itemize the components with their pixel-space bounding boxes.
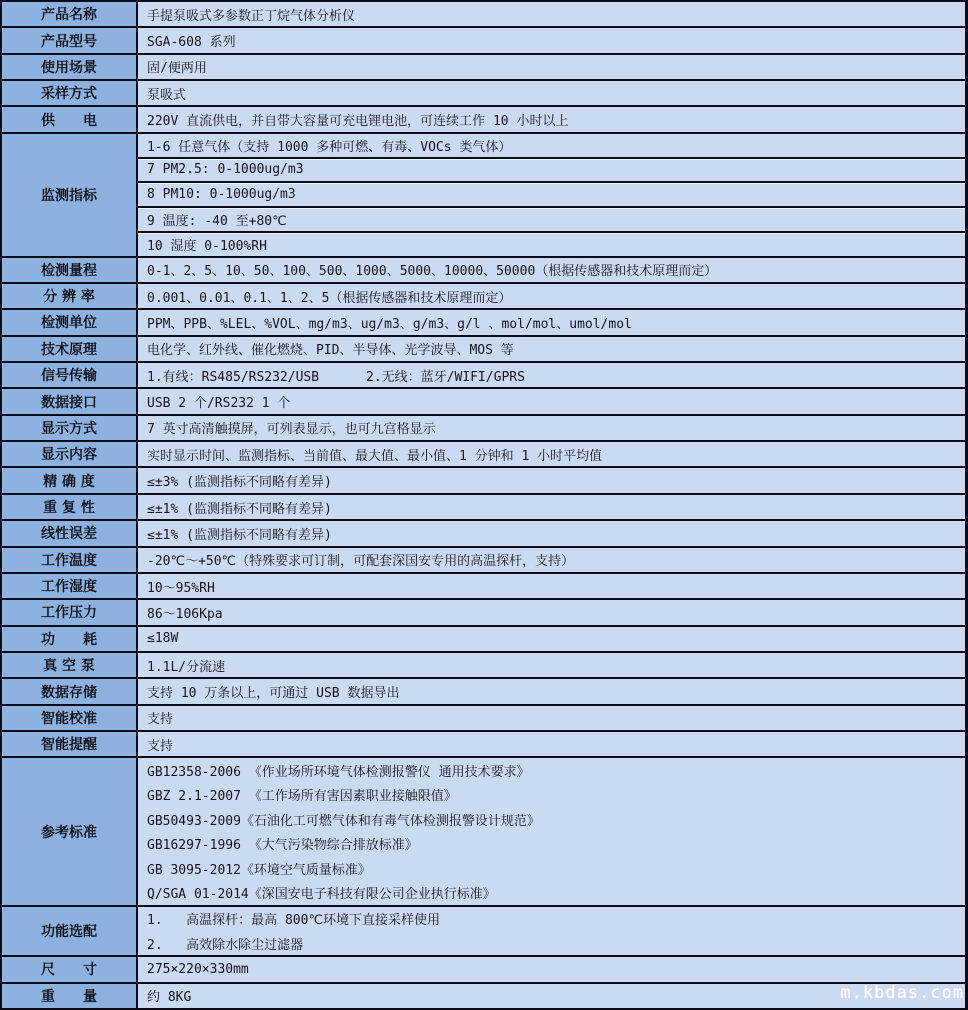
spec-label: 线性误差	[2, 521, 138, 545]
spec-value: 0-1、2、5、10、50、100、500、1000、5000、10000、50000（根据传感器和技术原理而定）	[147, 264, 718, 280]
spec-row	[2, 256, 965, 282]
spec-value-group	[138, 758, 965, 904]
spec-value: 1. 高温探杆：最高 800℃环境下直接采样使用	[147, 913, 441, 929]
spec-value-group	[138, 574, 965, 598]
spec-value-group	[138, 416, 965, 440]
spec-value-group	[138, 284, 965, 308]
spec-label: 重 复 性	[2, 495, 138, 519]
spec-value-group	[138, 984, 965, 1008]
spec-value: 泵吸式	[147, 87, 187, 103]
spec-value: 1-6 任意气体（支持 1000 多种可燃、有毒、VOCs 类气体）	[147, 139, 512, 155]
spec-value-group	[138, 134, 965, 256]
spec-value: 7 英寸高清触摸屏，可列表显示，也可九宫格显示	[147, 422, 436, 438]
spec-label: 精 确 度	[2, 468, 138, 492]
spec-value: GB50493-2009《石油化工可燃气体和有毒气体检测报警设计规范》	[147, 813, 540, 829]
spec-row	[2, 2, 965, 26]
spec-row	[2, 572, 965, 598]
spec-value: 1.有线：RS485/RS232/USB 2.无线：蓝牙/WIFI/GPRS	[147, 369, 525, 385]
spec-value: USB 2 个/RS232 1 个	[147, 396, 291, 412]
spec-row	[2, 466, 965, 492]
spec-label: 数据接口	[2, 389, 138, 413]
spec-row	[2, 440, 965, 466]
spec-value-group	[138, 389, 965, 413]
spec-row	[2, 598, 965, 624]
spec-value: 10～95%RH	[147, 580, 215, 596]
spec-row	[2, 730, 965, 756]
spec-value-group	[138, 310, 965, 334]
spec-label: 使用场景	[2, 55, 138, 79]
spec-label: 监测指标	[2, 134, 138, 256]
spec-value: ≤±3% (监测指标不同略有差异)	[147, 475, 332, 491]
spec-value-group	[138, 521, 965, 545]
spec-row	[2, 704, 965, 730]
spec-value: 支持 10 万条以上，可通过 USB 数据导出	[147, 686, 400, 702]
spec-value-group	[138, 442, 965, 466]
spec-value: SGA-608 系列	[147, 35, 236, 51]
spec-label: 信号传输	[2, 363, 138, 387]
spec-value: 220V 直流供电，并自带大容量可充电锂电池，可连续工作 10 小时以上	[147, 114, 569, 130]
spec-value-group	[138, 627, 965, 651]
spec-label: 真 空 泵	[2, 653, 138, 677]
spec-label: 技术原理	[2, 337, 138, 361]
spec-value: PPM、PPB、%LEL、%VOL、mg/m3、ug/m3、g/m3、g/l 、mol/mol、umol/mol	[147, 316, 632, 332]
spec-value-group	[138, 706, 965, 730]
spec-row	[2, 26, 965, 52]
spec-value-group	[138, 907, 965, 956]
spec-value-group	[138, 337, 965, 361]
spec-label: 显示方式	[2, 416, 138, 440]
spec-row	[2, 132, 965, 256]
spec-value: 2. 高效除水除尘过滤器	[147, 937, 304, 953]
spec-value: 7 PM2.5: 0-1000ug/m3	[138, 157, 965, 182]
spec-label: 工作压力	[2, 600, 138, 624]
spec-value: 10 湿度 0-100%RH	[138, 231, 965, 256]
spec-value: GB12358-2006 《作业场所环境气体检测报警仪 通用技术要求》	[147, 765, 530, 781]
spec-label: 检测量程	[2, 258, 138, 282]
spec-row	[2, 493, 965, 519]
spec-row	[2, 651, 965, 677]
spec-value-group	[138, 732, 965, 756]
spec-label: 智能提醒	[2, 732, 138, 756]
spec-value-group	[138, 548, 965, 572]
spec-label: 重 量	[2, 984, 138, 1008]
spec-value-group	[138, 107, 965, 131]
spec-value: 固/便两用	[147, 61, 207, 77]
spec-label: 数据存储	[2, 679, 138, 703]
spec-label: 工作湿度	[2, 574, 138, 598]
spec-row	[2, 105, 965, 131]
spec-label: 尺 寸	[2, 957, 138, 981]
spec-value-group	[138, 957, 965, 981]
spec-row	[2, 79, 965, 105]
spec-label: 智能校准	[2, 706, 138, 730]
spec-row	[2, 53, 965, 79]
spec-row	[2, 955, 965, 981]
spec-value: ≤±1% (监测指标不同略有差异)	[147, 527, 332, 543]
spec-label: 采样方式	[2, 81, 138, 105]
spec-value: 275×220×330mm	[147, 961, 249, 977]
spec-label: 功 耗	[2, 627, 138, 651]
spec-label: 工作温度	[2, 548, 138, 572]
watermark: m.kbdas.com	[840, 983, 964, 1003]
spec-label: 参考标准	[2, 758, 138, 904]
spec-value-group	[138, 600, 965, 624]
spec-row	[2, 282, 965, 308]
spec-value-group	[138, 468, 965, 492]
spec-value: -20℃～+50℃（特殊要求可订制，可配套深国安专用的高温探杆，支持）	[147, 554, 575, 570]
spec-value: 约 8KG	[147, 990, 192, 1006]
spec-value: 实时显示时间、监测指标、当前值、最大值、最小值、1 分钟和 1 小时平均值	[147, 448, 603, 464]
spec-row	[2, 756, 965, 904]
spec-value-group	[138, 653, 965, 677]
spec-value: 8 PM10: 0-1000ug/m3	[138, 181, 965, 206]
spec-value: 支持	[147, 712, 174, 728]
spec-value-group	[138, 55, 965, 79]
spec-value-group	[138, 679, 965, 703]
spec-label: 产品型号	[2, 28, 138, 52]
spec-value: 86～106Kpa	[147, 606, 223, 622]
spec-value-group	[138, 28, 965, 52]
spec-row	[2, 414, 965, 440]
spec-row	[2, 361, 965, 387]
spec-value-group	[138, 258, 965, 282]
spec-value: 电化学、红外线、催化燃烧、PID、半导体、光学波导、MOS 等	[147, 343, 514, 359]
spec-value-group	[138, 495, 965, 519]
spec-label: 显示内容	[2, 442, 138, 466]
spec-value: ≤18W	[147, 631, 179, 647]
spec-value-group	[138, 81, 965, 105]
spec-label: 产品名称	[2, 2, 138, 26]
spec-value-group	[138, 2, 965, 26]
spec-row	[2, 625, 965, 651]
spec-label: 检测单位	[2, 310, 138, 334]
spec-value: ≤±1% (监测指标不同略有差异)	[147, 501, 332, 517]
spec-value: 0.001、0.01、0.1、1、2、5（根据传感器和技术原理而定）	[147, 290, 512, 306]
spec-row	[2, 546, 965, 572]
spec-row	[2, 387, 965, 413]
spec-row	[2, 982, 965, 1008]
spec-value-group	[138, 363, 965, 387]
spec-value: GBZ 2.1-2007 《工作场所有害因素职业接触限值》	[147, 789, 457, 805]
spec-value: 支持	[147, 738, 174, 754]
spec-label: 供 电	[2, 107, 138, 131]
spec-row	[2, 677, 965, 703]
spec-row	[2, 308, 965, 334]
spec-value: 手提泵吸式多参数正丁烷气体分析仪	[147, 8, 356, 24]
spec-row	[2, 905, 965, 956]
spec-value: 1.1L/分流速	[147, 659, 226, 675]
spec-row	[2, 519, 965, 545]
spec-value: Q/SGA 01-2014《深国安电子科技有限公司企业执行标准》	[147, 886, 496, 902]
spec-value: 9 温度: -40 至+80℃	[138, 206, 965, 231]
spec-row	[2, 335, 965, 361]
spec-value: GB16297-1996 《大气污染物综合排放标准》	[147, 838, 418, 854]
spec-label: 功能选配	[2, 907, 138, 956]
spec-value: GB 3095-2012《环境空气质量标准》	[147, 862, 371, 878]
spec-label: 分 辨 率	[2, 284, 138, 308]
